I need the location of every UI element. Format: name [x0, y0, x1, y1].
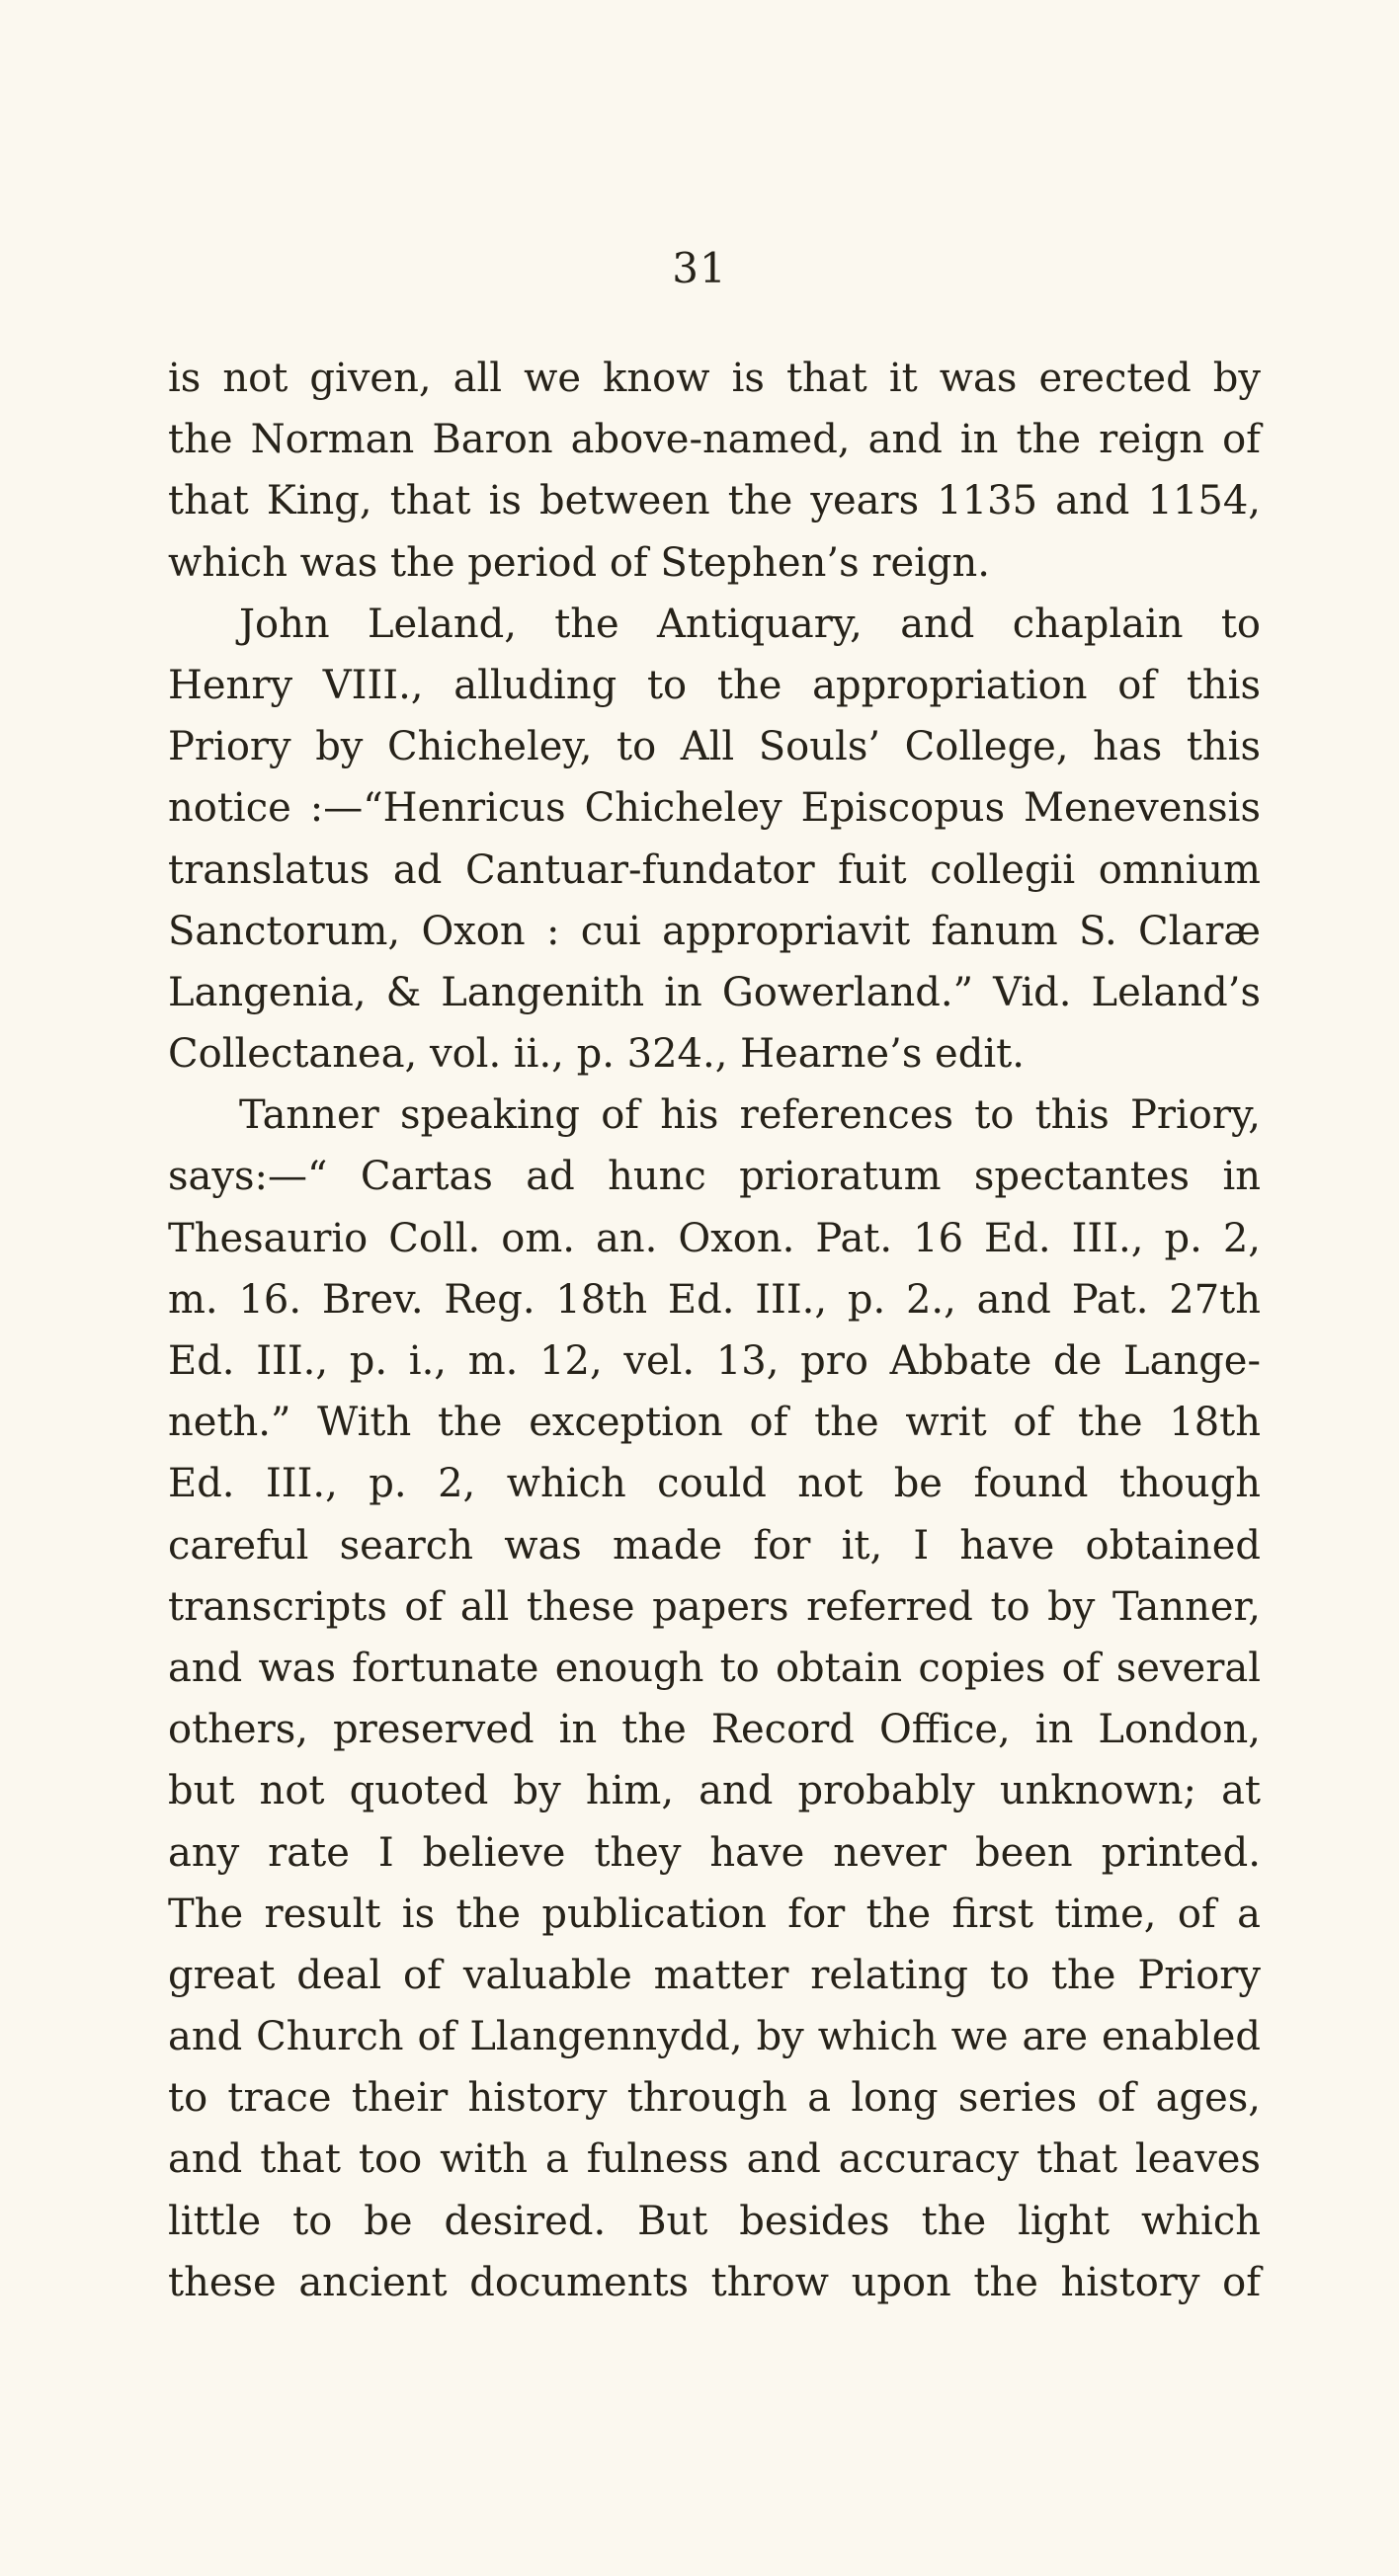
page-body-text [168, 348, 1261, 2313]
text-line-16: m. 16. Brev. Reg. 18th Ed. III., p. 2., and Pat. 27th [168, 1276, 1261, 1323]
text-line-3: that King, that is between the years 1135 and 1154, [168, 478, 1261, 524]
text-line-18: neth.” With the exception of the writ of the 18th [168, 1400, 1261, 1446]
text-line-10: Sanctorum, Oxon : cui appropriavit fanum S. Claræ [168, 908, 1261, 954]
text-line-17: Ed. III., p. i., m. 12, vel. 13, pro Abbate de Lange- [168, 1338, 1261, 1384]
text-line-25: any rate I believe they have never been printed. [168, 1829, 1261, 1876]
text-line-26: The result is the publication for the first time, of a [168, 1891, 1261, 1937]
text-line-8: notice :—“Henricus Chicheley Episcopus Menevensis [168, 785, 1261, 832]
text-line-6: Henry VIII., alluding to the appropriation of this [168, 662, 1261, 708]
text-line-19: Ed. III., p. 2, which could not be found though [168, 1461, 1261, 1507]
text-line-14: says:—“ Cartas ad hunc prioratum spectantes in [168, 1154, 1261, 1200]
text-line-2: the Norman Baron above-named, and in the reign of [168, 417, 1261, 463]
text-line-9: translatus ad Cantuar-fundator fuit collegii omnium [168, 846, 1261, 893]
text-line-1: is not given, all we know is that it was erected by [168, 356, 1261, 401]
text-line-30: and that too with a fulness and accuracy that leaves [168, 2136, 1261, 2183]
text-line-11: Langenia, & Langenith in Gowerland.” Vid. Leland’s [168, 969, 1261, 1015]
text-line-20: careful search was made for it, I have obtained [168, 1522, 1261, 1569]
text-line-13: Tanner speaking of his references to this Priory, [239, 1092, 1261, 1139]
text-line-29: to trace their history through a long series of ages, [168, 2075, 1261, 2122]
page-number: 31 [672, 244, 727, 292]
text-line-7: Priory by Chicheley, to All Souls’ College, has this [168, 724, 1261, 770]
text-line-15: Thesaurio Coll. om. an. Oxon. Pat. 16 Ed. III., p. 2, [168, 1215, 1261, 1261]
text-line-12: Collectanea, vol. ii., p. 324., Hearne’s edit. [168, 1031, 1025, 1078]
text-line-24: but not quoted by him, and probably unknown; at [168, 1768, 1261, 1814]
text-line-5: John Leland, the Antiquary, and chaplain to [239, 601, 1261, 647]
text-line-32: these ancient documents throw upon the history of [168, 2259, 1261, 2305]
text-line-21: transcripts of all these papers referred to by Tanner, [168, 1583, 1261, 1630]
text-line-23: others, preserved in the Record Office, in London, [168, 1707, 1261, 1753]
text-line-31: little to be desired. But besides the light which [168, 2198, 1261, 2244]
text-line-28: and Church of Llangennydd, by which we are enabled [168, 2014, 1261, 2060]
text-line-4: which was the period of Stephen’s reign. [168, 539, 990, 586]
text-line-27: great deal of valuable matter relating to the Priory [168, 1952, 1261, 1998]
text-line-22: and was fortunate enough to obtain copies of several [168, 1645, 1261, 1691]
